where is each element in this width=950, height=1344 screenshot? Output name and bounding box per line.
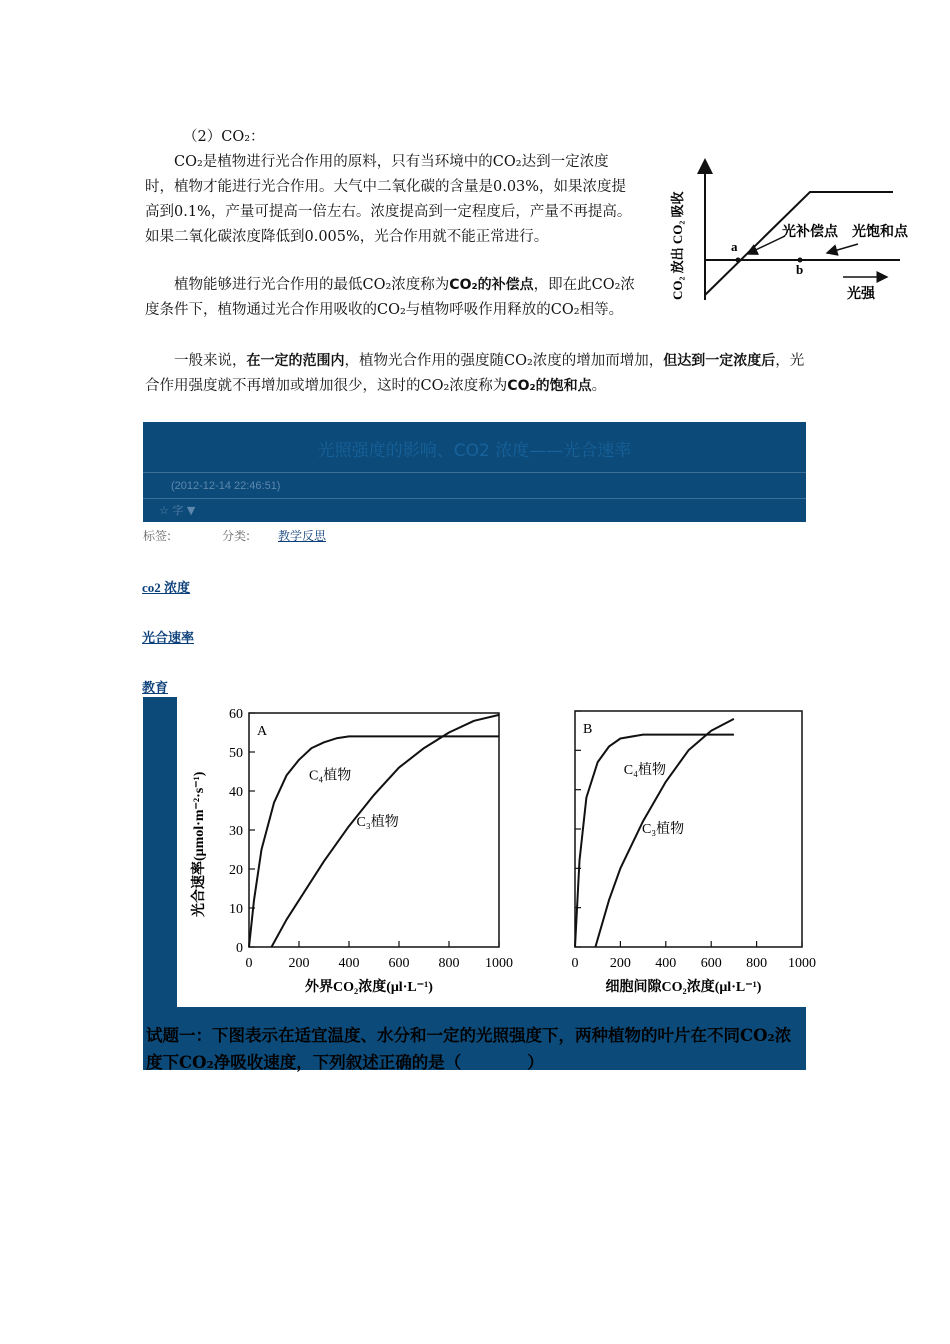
blog-post-date: (2012-12-14 22:46:51) — [171, 480, 281, 492]
y-tick-label: 50 — [229, 746, 243, 761]
para3-bold-saturation: CO₂的饱和点 — [507, 378, 592, 394]
light-compensation-diagram — [655, 150, 925, 310]
question-text: 试题一：下图表示在适宜温度、水分和一定的光照强度下，两种植物的叶片在不同CO₂浓度下CO₂净吸收速度，下列叙述正确的是（ ） — [146, 1026, 792, 1072]
x-axis-label-A: 外界CO₂浓度(μl·L⁻¹) — [305, 980, 433, 995]
x-tick-label: 800 — [746, 956, 768, 971]
tag-link-co2[interactable]: co2 浓度 — [142, 580, 191, 595]
x-tick-label: 600 — [388, 956, 410, 971]
diagram-arrow-sat — [827, 244, 858, 253]
para3-text-c: ，植物光合作用的强度随CO₂浓度的增加而增加， — [344, 353, 664, 369]
x-axis-label-B: 细胞间隙CO₂浓度(μl·L⁻¹) — [605, 980, 762, 995]
x-tick-label: 400 — [655, 956, 677, 971]
category-link[interactable]: 教学反思 — [278, 529, 327, 543]
x-tick-label: 0 — [245, 956, 253, 971]
font-size-tool[interactable]: ☆ 字 ▼ — [159, 504, 196, 517]
paragraph-co2-raw-material: CO₂是植物进行光合作用的原料，只有当环境中的CO₂达到一定浓度时，植物才能进行光合作用。大气中二氧化碳的含量是0.03%，如果浓度提高到0.1%，产量可提高一倍左右。浓度提高到一定程度后，产量不再提高。如果二氧化碳浓度降低到0.005%，光合作用就不能正常进行。 — [145, 154, 632, 245]
y-tick-label: 30 — [229, 824, 243, 839]
para3-text-a: 一般来说， — [174, 353, 247, 369]
c3-label-A: C₃植物 — [356, 815, 399, 831]
diagram-label-comp: 光补偿点 — [782, 224, 838, 240]
y-tick-label: 60 — [229, 707, 243, 722]
banner-divider — [143, 472, 806, 473]
diagram-label-b: b — [796, 262, 804, 277]
c4-label-A: C₄植物 — [309, 768, 352, 784]
chart-y-axis-label: 光合速率(μmol·m⁻²·s⁻¹) — [192, 771, 207, 917]
diagram-point-a — [736, 258, 741, 263]
diagram-y-label: CO₂ 放出 CO₂ 吸收 — [670, 191, 685, 300]
diagram-label-a: a — [731, 239, 738, 254]
panel-letter-B: B — [583, 722, 593, 737]
section-heading: （2）CO₂： — [183, 129, 265, 145]
tag-link-education[interactable]: 教育 — [142, 680, 169, 695]
x-tick-label: 0 — [571, 956, 579, 971]
c3-label-B: C₃植物 — [641, 821, 685, 837]
banner-divider-2 — [143, 498, 806, 499]
x-tick-label: 800 — [438, 956, 460, 971]
paragraph-compensation-point — [145, 273, 635, 323]
c3-curve-A — [272, 715, 500, 947]
x-tick-label: 400 — [338, 956, 360, 971]
tags-label: 标签: — [143, 529, 172, 543]
tag-link-photosynthesis-rate[interactable]: 光合速率 — [142, 630, 195, 645]
diagram-x-label: 光强 — [847, 286, 875, 302]
x-tick-label: 1000 — [788, 956, 816, 971]
paragraph-saturation-point — [145, 349, 807, 399]
x-tick-label: 1000 — [485, 956, 513, 971]
diagram-label-sat: 光饱和点 — [852, 224, 908, 240]
diagram-arrow-comp — [747, 236, 785, 254]
y-tick-label: 10 — [229, 902, 243, 917]
para3-text-e: ，光合作用强度就不再增加或增加很少，这时的CO₂浓度称为 — [145, 353, 805, 394]
category-label: 分类: — [222, 529, 251, 543]
y-tick-label: 20 — [229, 863, 243, 878]
c4-curve-A — [249, 736, 499, 947]
y-tick-label: 0 — [236, 941, 243, 956]
para2-text-a: 植物能够进行光合作用的最低CO₂浓度称为 — [174, 277, 450, 293]
x-tick-label: 600 — [700, 956, 722, 971]
panel-letter-A: A — [257, 724, 268, 739]
co2-rate-charts — [177, 697, 816, 1007]
x-tick-label: 200 — [288, 956, 310, 971]
x-tick-label: 200 — [609, 956, 631, 971]
para3-bold-range: 在一定的范围内 — [246, 353, 345, 369]
para3-bold-after: 但达到一定浓度后 — [663, 353, 776, 369]
blog-post-banner — [143, 422, 806, 522]
c4-label-B: C₄植物 — [623, 762, 667, 778]
para3-text-g: 。 — [591, 378, 607, 394]
para2-text-c: ，即在此CO₂浓度条件下，植物通过光合作用吸收的CO₂与植物呼吸作用释放的CO₂相等。 — [145, 277, 635, 318]
y-tick-label: 40 — [229, 785, 243, 800]
blog-post-title[interactable]: 光照强度的影响、CO2 浓度——光合速率 — [317, 441, 632, 461]
para2-bold-compensation: CO₂的补偿点 — [449, 277, 534, 293]
